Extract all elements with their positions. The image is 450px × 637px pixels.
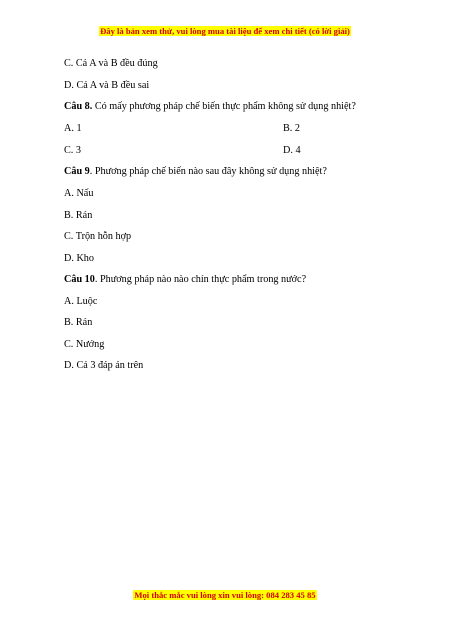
question-8-option-b: B. 2 <box>283 123 300 134</box>
question-10-option-d: D. Cả 3 đáp án trên <box>64 360 144 371</box>
question-8-text: Có mấy phương pháp chế biến thực phẩm không sử dụng nhiệt? <box>92 101 356 112</box>
question-9-number: Câu 9 <box>64 166 90 177</box>
question-8-option-d: D. 4 <box>283 145 301 156</box>
question-10-number: Câu 10 <box>64 274 95 285</box>
question-8 <box>64 101 356 112</box>
question-9-option-a: A. Nấu <box>64 188 94 199</box>
preview-notice-banner <box>0 26 450 36</box>
option-c-previous: C. Cả A và B đều đúng <box>64 58 158 69</box>
question-9 <box>64 166 327 177</box>
question-9-option-d: D. Kho <box>64 253 94 264</box>
question-8-option-a: A. 1 <box>64 123 82 134</box>
question-10-text: . Phương pháp nào nào chín thực phẩm trong nước? <box>94 274 307 285</box>
question-9-option-c: C. Trộn hỗn hợp <box>64 231 132 242</box>
question-8-number: Câu 8. <box>64 101 93 112</box>
option-d-previous: D. Cả A và B đều sai <box>64 80 150 91</box>
preview-notice-text: Đây là bản xem thử, vui lòng mua tài liệu để xem chi tiết (có lời giải) <box>100 26 350 36</box>
question-8-option-c: C. 3 <box>64 145 81 156</box>
contact-notice-text: Mọi thắc mắc vui lòng xin vui lòng: 084 283 45 85 <box>134 590 316 600</box>
question-9-option-b: B. Rán <box>64 210 93 221</box>
question-9-text: . Phương pháp chế biến nào sau đây không sử dụng nhiệt? <box>89 166 327 177</box>
question-10-option-a: A. Luộc <box>64 296 98 307</box>
contact-notice-banner <box>0 590 450 600</box>
question-10-option-b: B. Rán <box>64 317 93 328</box>
question-10 <box>64 274 306 285</box>
question-10-option-c: C. Nướng <box>64 339 105 350</box>
